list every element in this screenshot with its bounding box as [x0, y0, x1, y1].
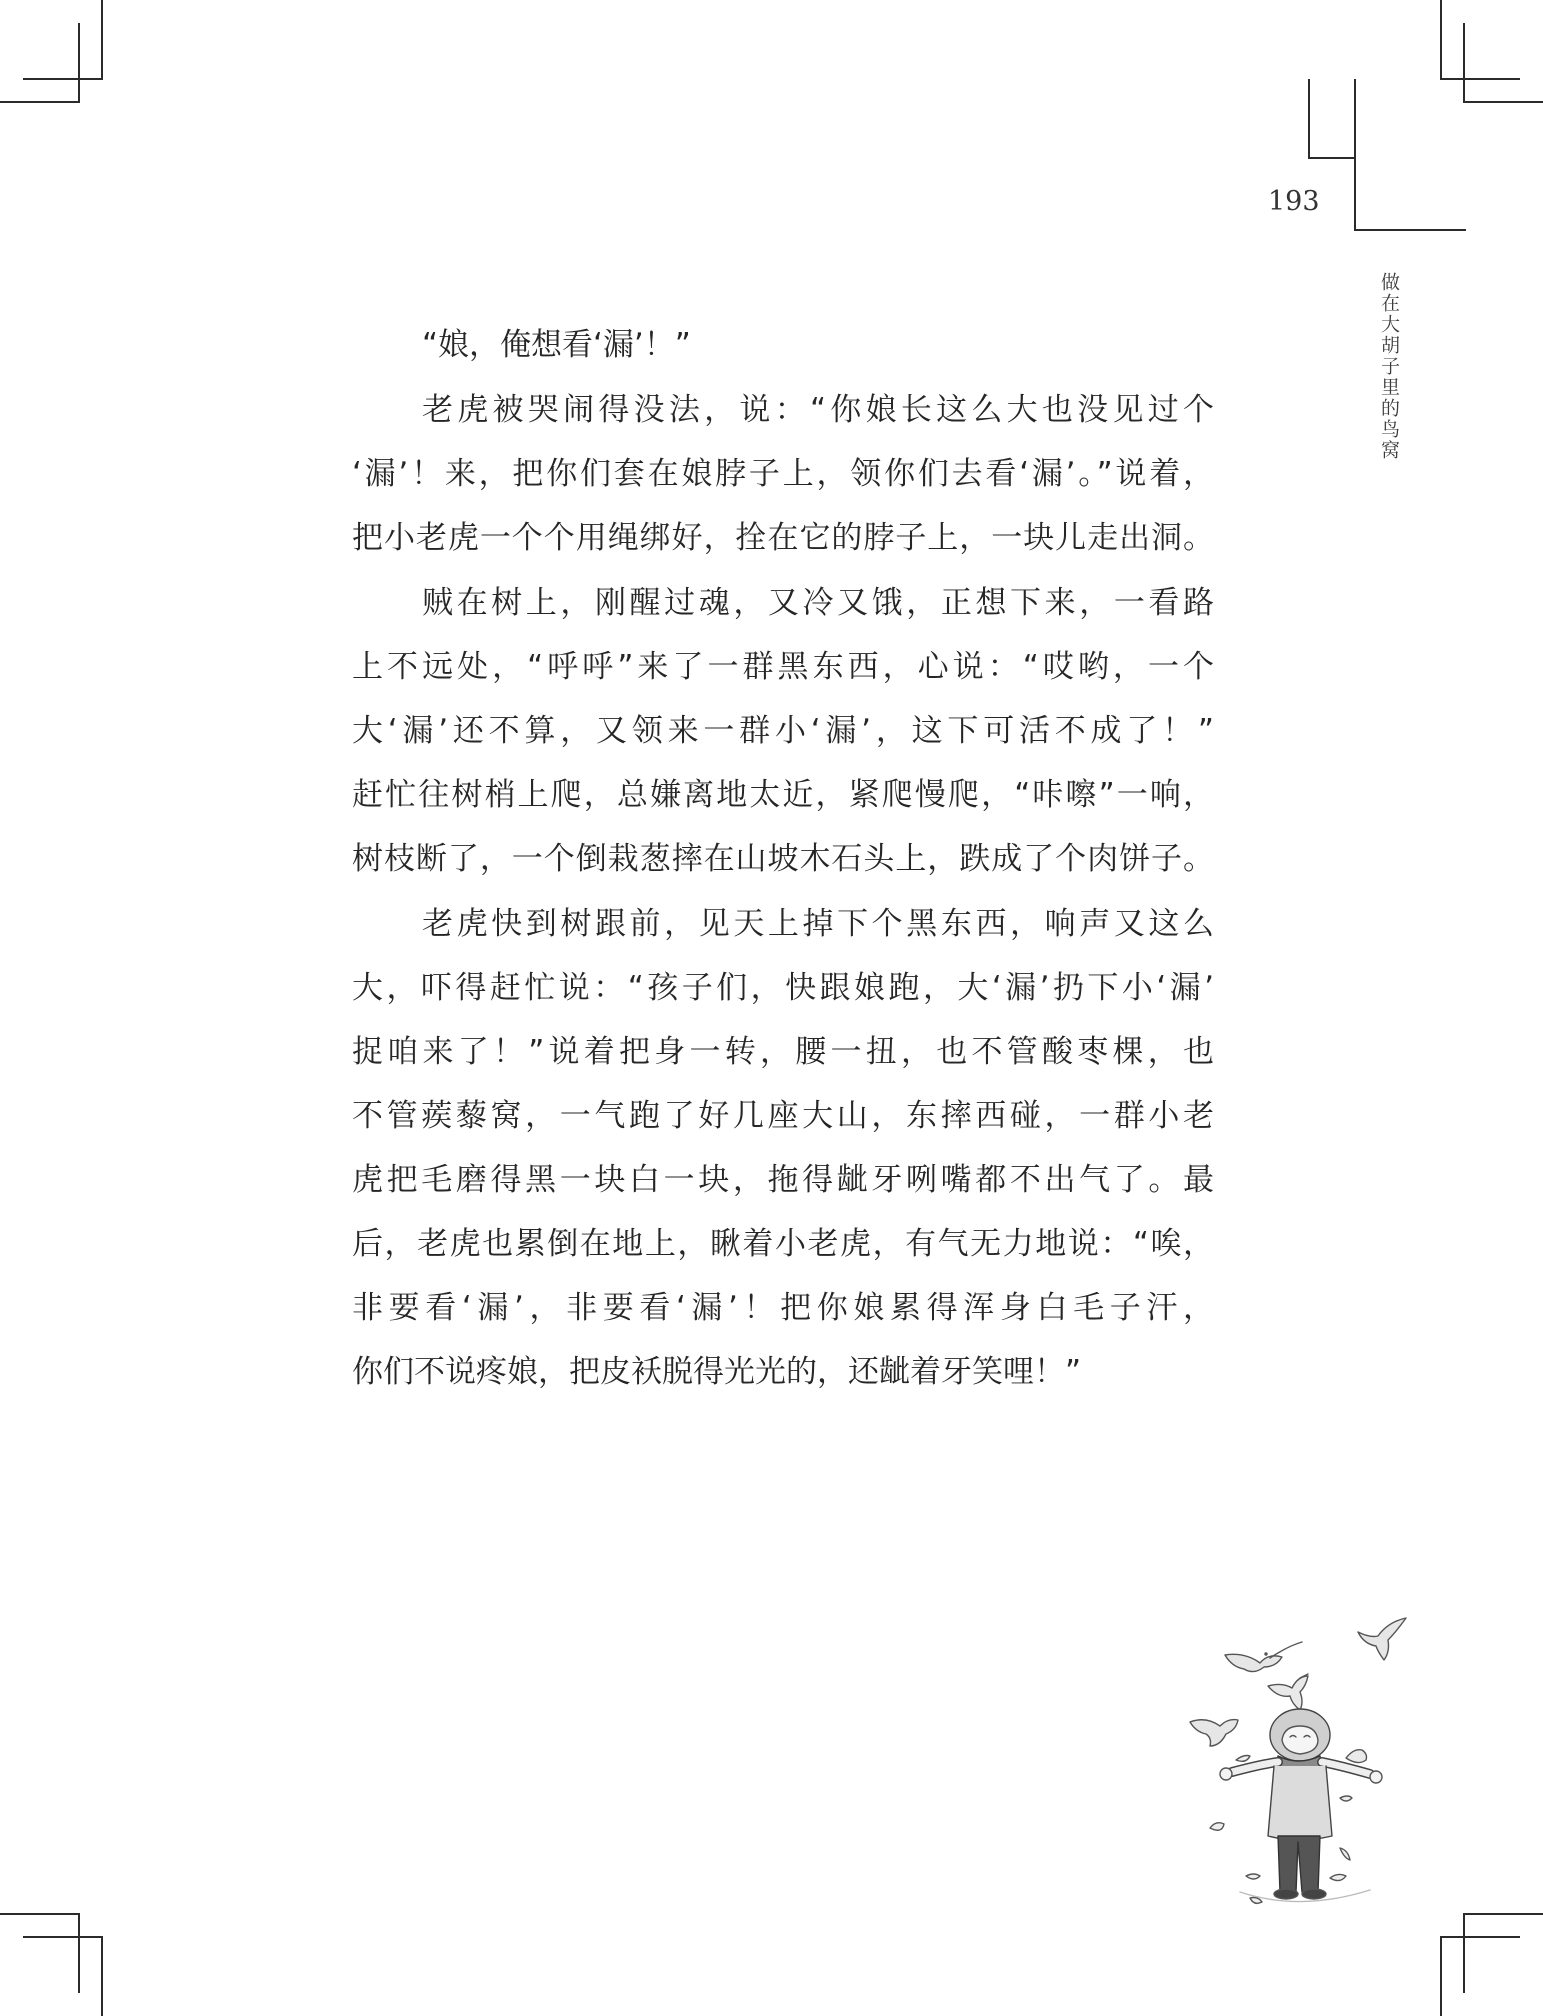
- text-line: 贼在树上，刚醒过魂，又冷又饿，正想下来，一看路: [422, 585, 1214, 621]
- text-line: 大‘漏’还不算，又领来一群小‘漏’，这下可活不成了！”: [352, 713, 1214, 749]
- illustration-icon: [1170, 1600, 1430, 1930]
- text-line: 不管蒺藜窝，一气跑了好几座大山，东摔西碰，一群小老: [352, 1098, 1214, 1134]
- bird-icon: [1268, 1674, 1308, 1710]
- text-line: 赶忙往树梢上爬，总嫌离地太近，紧爬慢爬，“咔嚓”一响，: [352, 777, 1214, 813]
- crop-line: [1463, 101, 1543, 103]
- text-line: 老虎快到树跟前，见天上掉下个黑东西，响声又这么: [422, 906, 1214, 942]
- crop-line: [1440, 0, 1442, 79]
- crop-line: [1463, 1913, 1465, 1993]
- page-number: 193: [1268, 186, 1320, 217]
- text-line: “娘，俺想看‘漏’！”: [422, 327, 691, 363]
- crop-line: [1463, 1913, 1543, 1915]
- bracket-line: [1308, 157, 1356, 159]
- crop-line: [23, 78, 103, 80]
- crop-line: [78, 1913, 80, 1993]
- bearded-man: [1220, 1709, 1382, 1899]
- text-line: 大，吓得赶忙说：“孩子们，快跟娘跑，大‘漏’扔下小‘漏’: [352, 970, 1214, 1006]
- text-line: 非要看‘漏’，非要看‘漏’！把你娘累得浑身白毛子汗，: [352, 1290, 1214, 1326]
- bracket-line: [1354, 229, 1466, 231]
- text-line: 捉咱来了！”说着把身一转，腰一扭，也不管酸枣棵，也: [352, 1034, 1214, 1070]
- crop-line: [101, 1936, 103, 2016]
- bird-icon: [1225, 1642, 1302, 1672]
- running-title: 做在大胡子里的鸟窝: [1378, 272, 1400, 461]
- crop-line: [78, 23, 80, 103]
- crop-line: [23, 1936, 103, 1938]
- text-line: 虎把毛磨得黑一块白一块，拖得龇牙咧嘴都不出气了。最: [352, 1162, 1214, 1198]
- text-line: 树枝断了，一个倒栽葱摔在山坡木石头上，跌成了个肉饼子。: [352, 841, 1214, 877]
- crop-line: [1440, 1936, 1442, 2016]
- crop-line: [1440, 1936, 1520, 1938]
- bird-icon: [1190, 1720, 1238, 1746]
- text-line: 你们不说疼娘，把皮袄脱得光光的，还龇着牙笑哩！”: [352, 1354, 1082, 1390]
- bearded-man-with-birds-illustration: [1170, 1600, 1430, 1930]
- text-line: ‘漏’！来，把你们套在娘脖子上，领你们去看‘漏’。”说着，: [352, 456, 1214, 492]
- text-line: 老虎被哭闹得没法，说：“你娘长这么大也没见过个: [422, 392, 1214, 428]
- bracket-line: [1308, 79, 1310, 158]
- text-line: 后，老虎也累倒在地上，瞅着小老虎，有气无力地说：“唉，: [352, 1226, 1214, 1262]
- text-line: 上不远处，“呼呼”来了一群黑东西，心说：“哎哟，一个: [352, 649, 1214, 685]
- crop-line: [0, 101, 80, 103]
- bird-icon: [1358, 1618, 1406, 1660]
- bracket-line: [1354, 79, 1356, 230]
- crop-line: [1440, 78, 1520, 80]
- text-line: 把小老虎一个个用绳绑好，拴在它的脖子上，一块儿走出洞。: [352, 520, 1214, 556]
- crop-line: [1463, 23, 1465, 103]
- crop-line: [0, 1913, 80, 1915]
- crop-line: [101, 0, 103, 79]
